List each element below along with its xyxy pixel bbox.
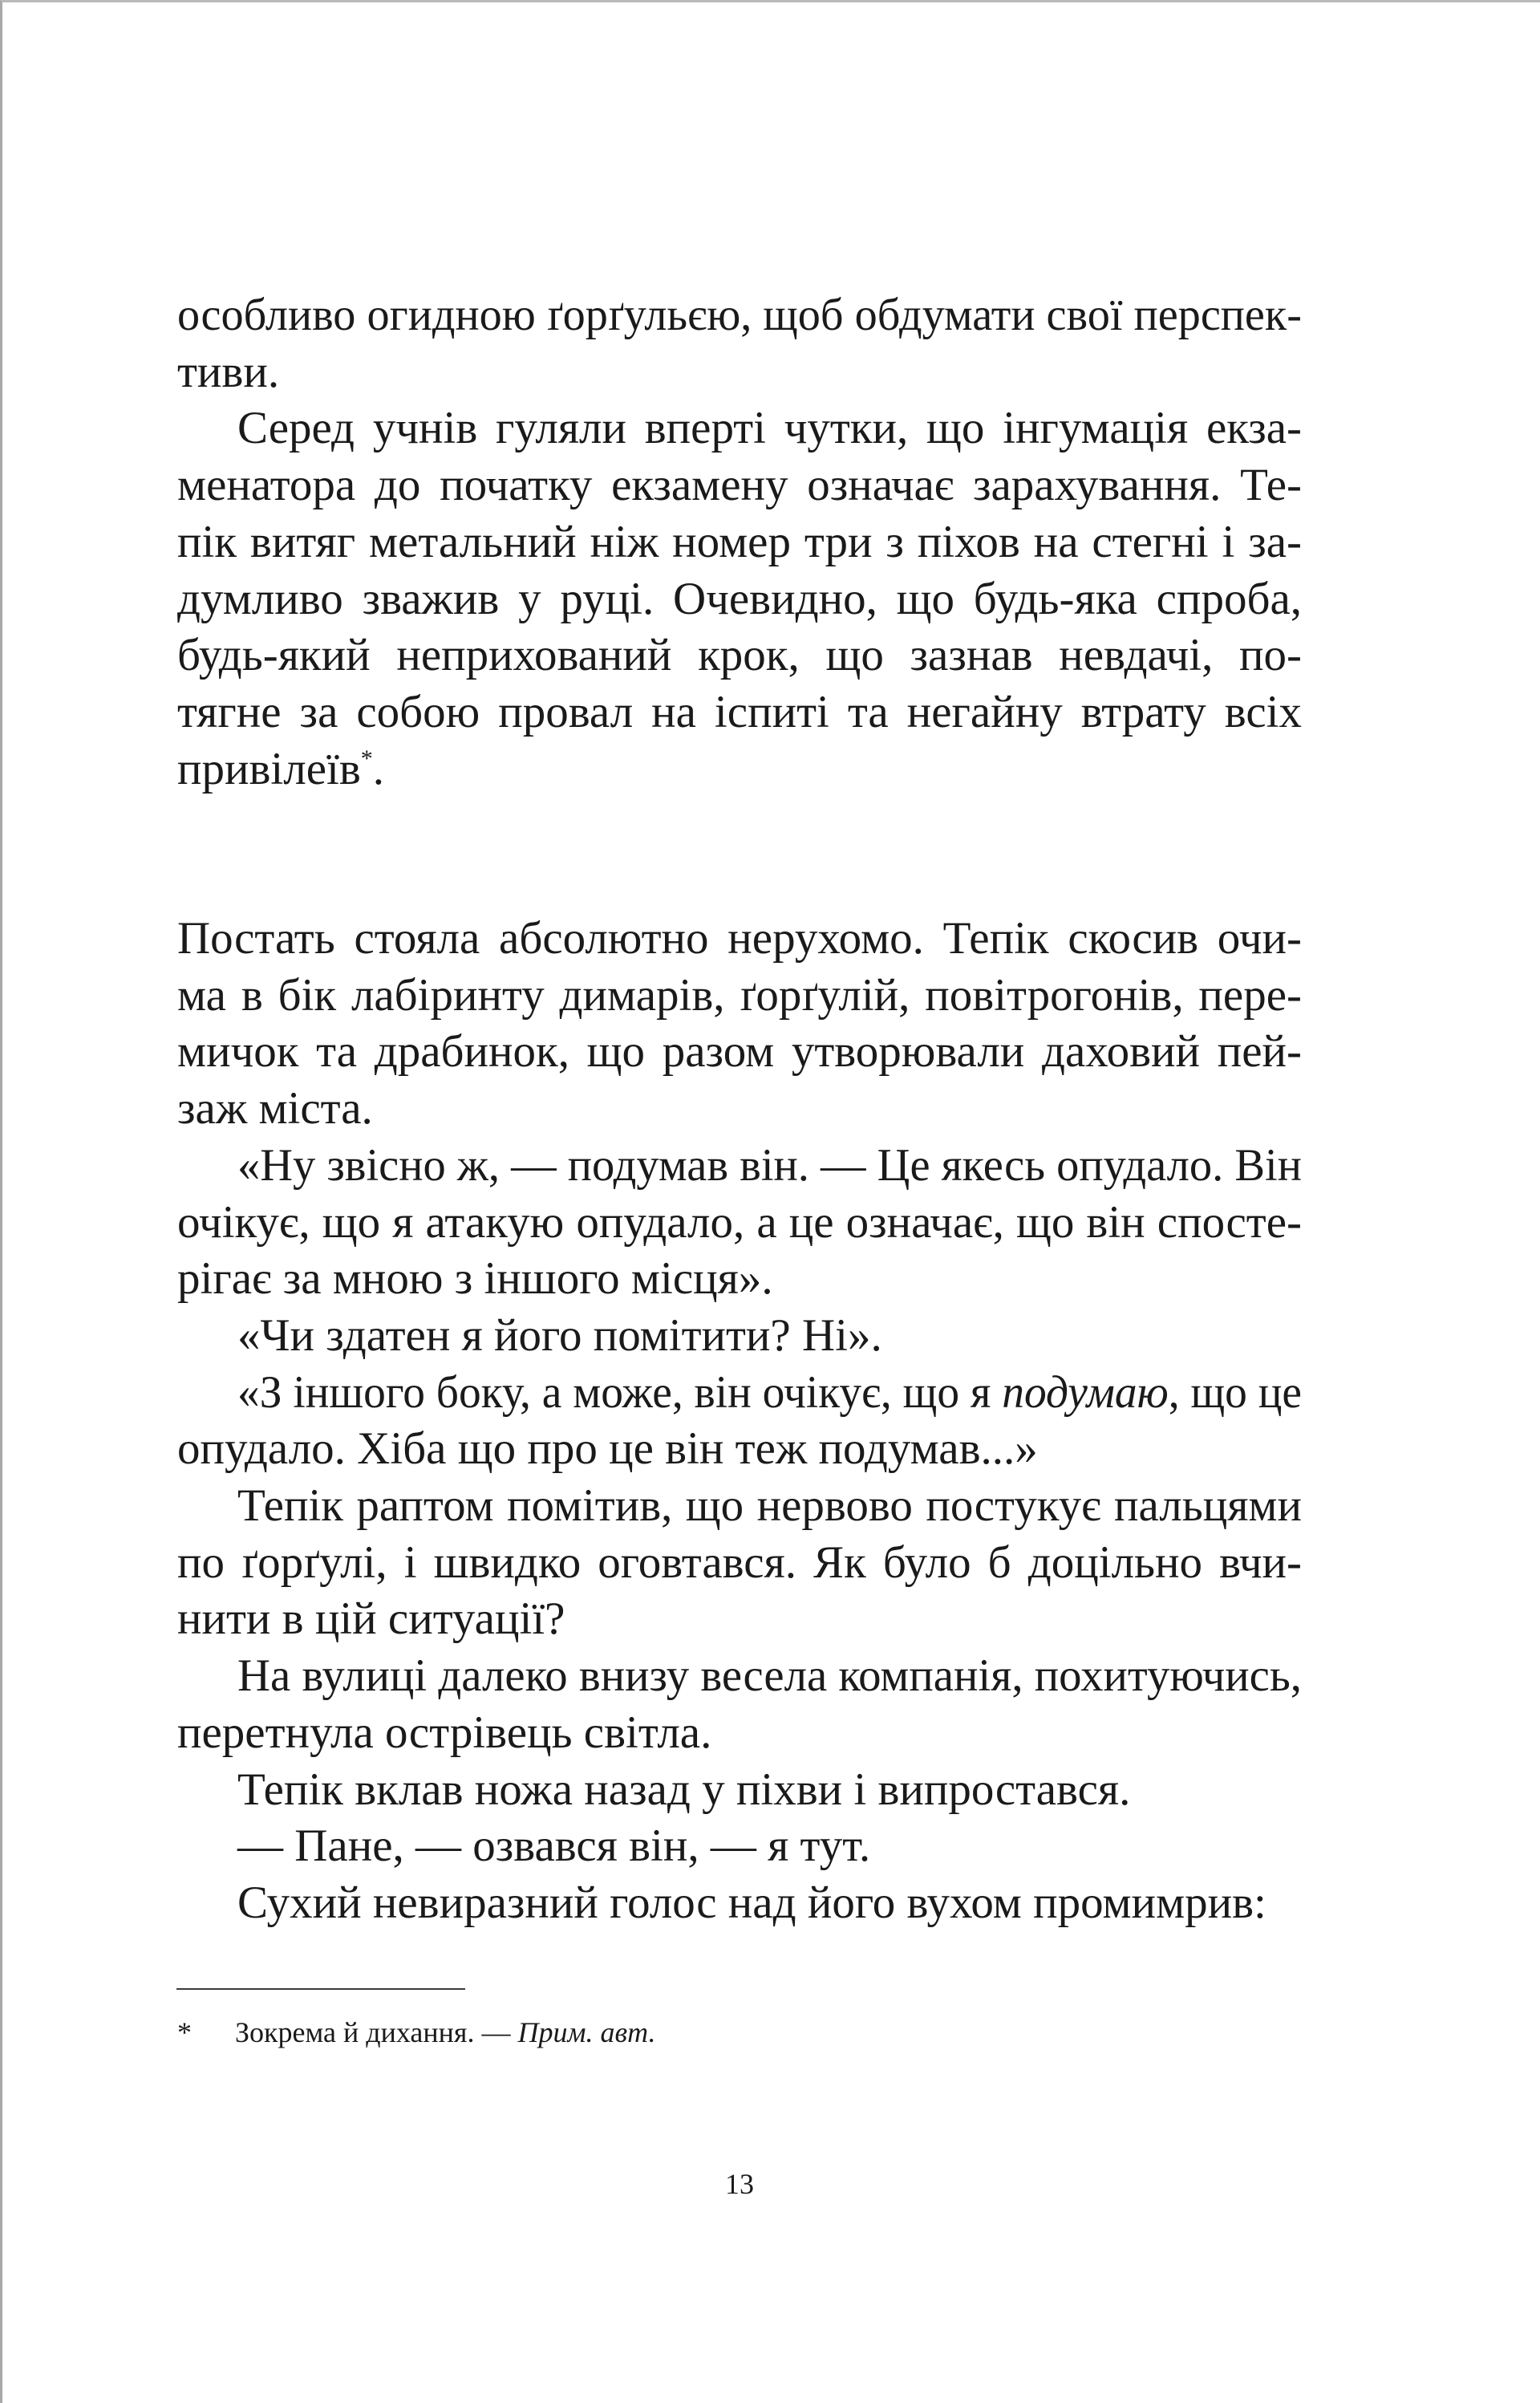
footnote-divider [176, 1988, 465, 1990]
paragraph-start-line: «Чи здатен я його помітити? Ні». [237, 1309, 882, 1361]
paragraph-start-line: «Ну звісно ж, — подумав він. — Це якесь опудало. Він [237, 1139, 1302, 1191]
paragraph-start-line: Сухий невиразний голос над його вухом промимрив: [237, 1877, 1266, 1928]
text-line: думливо зважив у руці. Очевидно, що будь-яка спроба, [177, 573, 1302, 624]
footnote-reference-link[interactable]: * [360, 745, 373, 772]
text-line [177, 741, 1302, 798]
paragraph-start-line: Постать стояла абсолютно нерухомо. Тепік скосив очи- [177, 913, 1302, 964]
text-line: тиви. [177, 346, 280, 397]
footnote [177, 2015, 656, 2050]
text-fragment: «З іншого боку, а може, він очікує, що я [237, 1366, 1003, 1418]
text-line: менатора до початку екзамену означає зарахування. Те- [177, 460, 1302, 511]
body-text-section-1 [177, 287, 1302, 798]
text-line: особливо огидною ґорґульєю, щоб обдумати свої перспек- [177, 290, 1302, 340]
footnote-text: Зокрема й дихання. — [235, 2016, 518, 2048]
text-line: рігає за мною з іншого місця». [177, 1253, 773, 1305]
text-line: будь-який неприхований крок, що зазнав невдачі, по- [177, 630, 1302, 681]
text-line: пік витяг метальний ніж номер три з піхов на стегні і за- [177, 516, 1302, 567]
footnote-marker: * [177, 2016, 192, 2048]
paragraph-start-line [177, 1365, 1302, 1422]
body-text-section-2 [177, 911, 1302, 1932]
text-line: ма в бік лабіринту димарів, ґорґулій, повітрогонів, пере- [177, 969, 1302, 1021]
paragraph-start-line: Тепік раптом помітив, що нервово постукує пальцями [237, 1480, 1302, 1532]
paragraph-start-line: Серед учнів гуляли вперті чутки, що інгумація екза- [237, 403, 1302, 454]
text-fragment: . [372, 743, 385, 794]
paragraph-start-line: — Пане, — озвався він, — я тут. [237, 1821, 871, 1872]
text-line: перетнула острівець світла. [177, 1707, 712, 1758]
italic-emphasis: подумаю [1002, 1366, 1169, 1418]
text-line: мичок та драбинок, що разом утворювали даховий пей- [177, 1026, 1302, 1078]
text-fragment: привілеїв [177, 743, 361, 794]
text-line: очікує, що я атакую опудало, а це означає, що він спосте- [177, 1196, 1302, 1248]
text-line: опудало. Хіба що про це він теж подумав...» [177, 1423, 1038, 1475]
text-line: нити в цій ситуації? [177, 1593, 565, 1645]
footnote-attribution: Прим. авт. [517, 2016, 656, 2048]
text-line: по ґорґулі, і швидко оговтався. Як було б доцільно вчи- [177, 1536, 1302, 1588]
text-line: тягне за собою провал на іспиті та негайну втрату всіх [177, 686, 1302, 737]
paragraph-start-line: Тепік вклав ножа назад у піхви і випростався. [237, 1764, 1131, 1815]
paragraph-start-line: На вулиці далеко внизу весела компанія, похитуючись, [237, 1650, 1302, 1702]
page-number: 13 [725, 2168, 754, 2200]
text-fragment: , що це [1168, 1366, 1302, 1418]
text-line: заж міста. [177, 1083, 373, 1135]
